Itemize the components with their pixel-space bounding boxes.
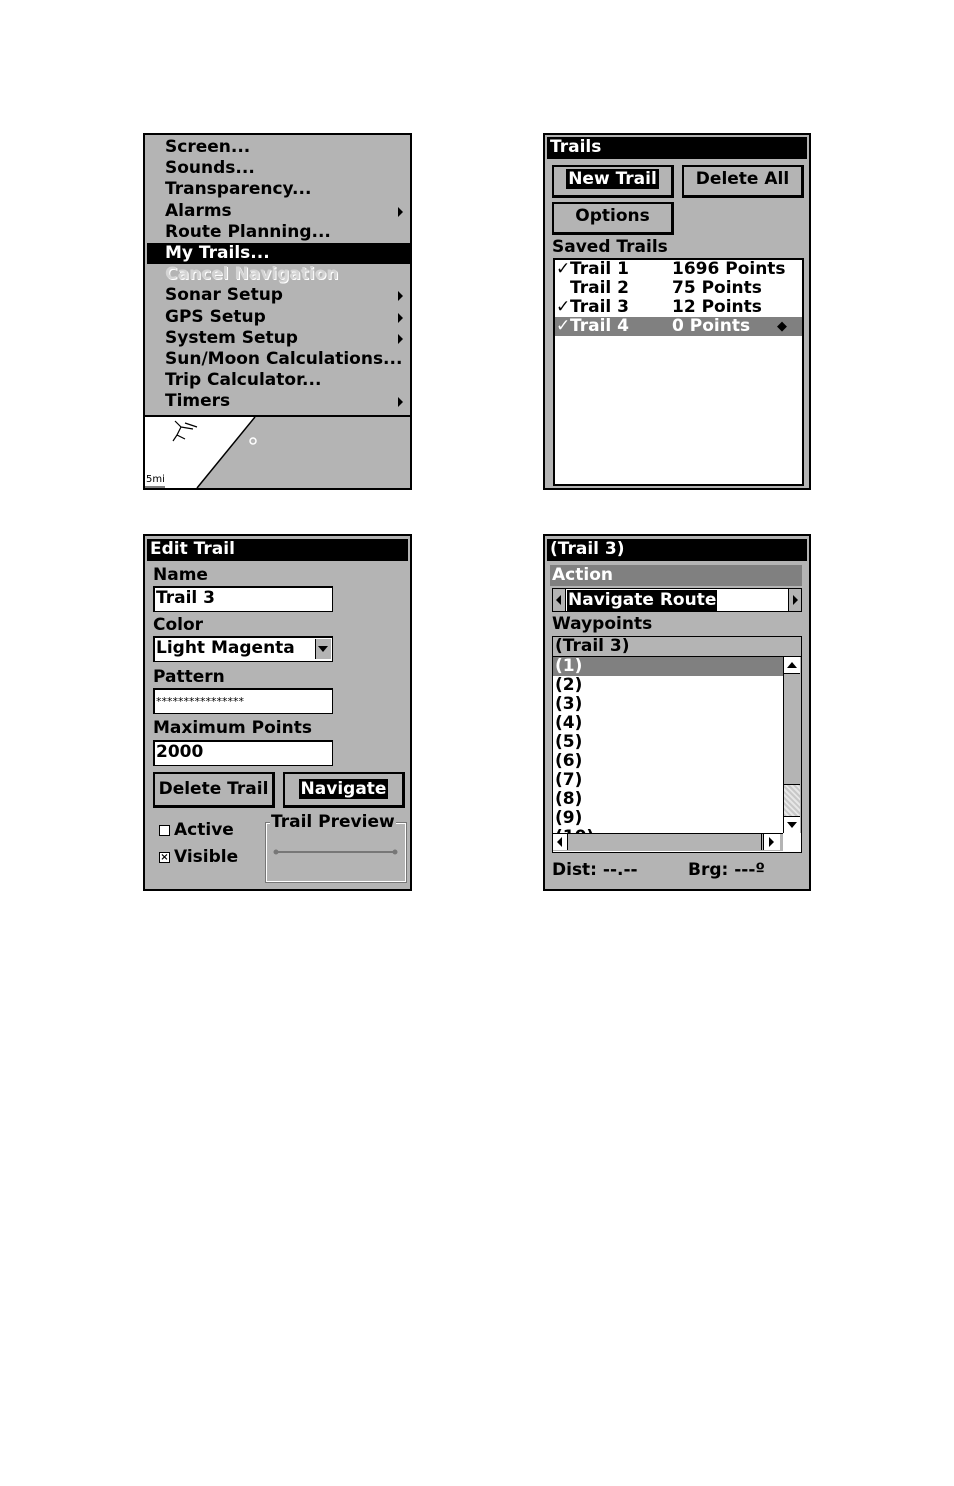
menu-item-label: Sonar Setup	[165, 285, 283, 306]
menu-item-cancel-navigation	[145, 264, 410, 285]
trail-row[interactable]	[555, 260, 802, 279]
trail-preview-label: Trail Preview	[271, 812, 395, 832]
options-button[interactable]: Options	[552, 202, 674, 235]
menu-item-label: Sun/Moon Calculations...	[165, 349, 403, 369]
menu-item-label: Trip Calculator...	[165, 370, 322, 391]
menu-item-my-trails[interactable]	[147, 243, 412, 264]
trail-rows	[555, 260, 802, 336]
map-scale-label: 5mi	[146, 474, 165, 485]
check-x-icon: ×	[160, 852, 169, 863]
waypoint-label: (3)	[555, 694, 583, 714]
distance-readout: Dist: --.--	[552, 860, 638, 880]
waypoint-row[interactable]	[553, 695, 783, 714]
scroll-down-button[interactable]	[784, 816, 800, 833]
menu-item-sounds[interactable]	[145, 158, 410, 179]
trail-points: 75 Points	[672, 278, 762, 298]
waypoint-label: (7)	[555, 770, 583, 790]
main-menu-screen	[143, 133, 412, 490]
action-label: Action	[550, 565, 802, 586]
color-select-value: Light Magenta	[156, 638, 295, 658]
saved-trails-label: Saved Trails	[552, 237, 668, 257]
color-label: Color	[153, 615, 204, 635]
menu-item-sonar-setup[interactable]	[145, 285, 410, 306]
waypoint-row[interactable]	[553, 752, 783, 771]
menu-item-sun-moon-calculations[interactable]	[145, 349, 410, 370]
menu-item-route-planning[interactable]	[145, 222, 410, 243]
color-select[interactable]	[153, 636, 333, 662]
active-checkbox[interactable]	[159, 825, 170, 836]
navigate-button[interactable]: Navigate	[283, 772, 405, 808]
visible-label: Visible	[174, 847, 239, 867]
trail-name: Trail 4	[570, 316, 629, 336]
menu-item-label: Sounds...	[165, 158, 255, 179]
waypoint-label: (1)	[555, 656, 583, 676]
menu-item-system-setup[interactable]	[145, 328, 410, 349]
menu-item-label: Route Planning...	[165, 221, 331, 242]
trail-name: Trail 2	[570, 278, 629, 298]
scroll-track[interactable]	[784, 785, 800, 816]
h-scroll-thumb[interactable]	[568, 834, 762, 850]
menu-item-label: System Setup	[165, 327, 298, 348]
waypoints-list[interactable]	[553, 657, 783, 833]
trail-row[interactable]	[555, 298, 802, 317]
trail-points: 12 Points	[672, 297, 762, 317]
menu-item-label: Timers	[165, 391, 231, 412]
action-value: Navigate Route	[568, 590, 717, 610]
menu-item-screen[interactable]	[145, 137, 410, 158]
waypoint-label: (2)	[555, 675, 583, 695]
trails-title: Trails	[547, 137, 807, 159]
active-trail-icon: ◆	[777, 319, 787, 334]
chevron-up-icon	[787, 662, 797, 668]
trail-points: 0 Points	[672, 316, 751, 336]
waypoint-label: (6)	[555, 751, 583, 771]
trail-check-icon: ✓	[556, 259, 571, 279]
chevron-left-icon	[557, 837, 562, 847]
new-trail-button[interactable]: New Trail	[552, 165, 674, 198]
waypoint-label: (9)	[555, 808, 583, 828]
pattern-value: ****************	[156, 695, 244, 708]
route-title: (Trail 3)	[547, 539, 807, 561]
waypoints-label: Waypoints	[552, 614, 653, 634]
main-menu	[145, 135, 410, 416]
waypoints-list-header: (Trail 3)	[553, 637, 801, 657]
color-dropdown-button[interactable]	[315, 639, 331, 659]
max-points-field[interactable]: 2000	[153, 740, 333, 766]
waypoint-label: (4)	[555, 713, 583, 733]
waypoint-row[interactable]	[553, 809, 783, 828]
waypoint-label: (5)	[555, 732, 583, 752]
menu-item-label: Cancel Navigation	[165, 264, 339, 285]
menu-item-label: Alarms	[165, 200, 232, 221]
chevron-left-icon	[556, 595, 561, 605]
waypoint-row[interactable]	[553, 714, 783, 733]
action-prev-button[interactable]	[553, 589, 566, 611]
chevron-right-icon	[793, 595, 798, 605]
max-points-label: Maximum Points	[153, 718, 312, 738]
name-field[interactable]: Trail 3	[153, 586, 333, 612]
edit-trail-title: Edit Trail	[147, 539, 408, 561]
trail-row[interactable]	[555, 279, 802, 298]
trail-row[interactable]	[555, 317, 802, 336]
submenu-arrow-icon	[398, 313, 403, 323]
map-view[interactable]	[145, 417, 410, 488]
chevron-down-icon	[787, 822, 797, 828]
menu-item-timers[interactable]	[145, 391, 410, 412]
waypoint-row[interactable]	[553, 790, 783, 809]
chevron-right-icon	[769, 837, 774, 847]
action-next-button[interactable]	[788, 589, 801, 611]
trail-check-icon: ✓	[556, 316, 571, 336]
scroll-right-button[interactable]	[763, 834, 780, 850]
menu-item-trip-calculator[interactable]	[145, 370, 410, 391]
visible-checkbox[interactable]	[159, 852, 170, 863]
waypoints-list-box	[552, 636, 802, 853]
menu-item-alarms[interactable]	[145, 201, 410, 222]
menu-item-gps-setup[interactable]	[145, 307, 410, 328]
submenu-arrow-icon	[398, 207, 403, 217]
waypoint-row[interactable]	[553, 733, 783, 752]
submenu-arrow-icon	[398, 334, 403, 344]
trail-name: Trail 1	[570, 259, 629, 279]
menu-item-transparency[interactable]	[145, 179, 410, 200]
trails-screen	[543, 133, 811, 490]
action-selector[interactable]	[552, 588, 802, 612]
map-shoreline-graphic	[145, 417, 410, 488]
trail-check-icon: ✓	[556, 297, 571, 317]
trail-route-screen	[543, 534, 811, 891]
submenu-arrow-icon	[398, 397, 403, 407]
menu-item-label: Screen...	[165, 137, 251, 157]
waypoint-row[interactable]	[553, 657, 783, 676]
bearing-readout: Brg: ---º	[688, 860, 765, 880]
waypoint-row[interactable]	[553, 676, 783, 695]
trail-points: 1696 Points	[672, 259, 786, 279]
scroll-thumb[interactable]	[784, 674, 800, 785]
vertical-scrollbar[interactable]	[783, 657, 801, 833]
chevron-down-icon	[318, 646, 328, 652]
edit-trail-screen	[143, 534, 412, 891]
saved-trails-list[interactable]	[553, 258, 804, 486]
menu-item-label: GPS Setup	[165, 306, 266, 327]
scroll-left-button[interactable]	[553, 834, 568, 850]
scroll-up-button[interactable]	[784, 657, 800, 674]
submenu-arrow-icon	[398, 291, 403, 301]
menu-item-label: Transparency...	[165, 179, 312, 200]
waypoint-label: (8)	[555, 789, 583, 809]
horizontal-scrollbar[interactable]	[553, 833, 783, 851]
menu-item-label: My Trails...	[165, 243, 270, 263]
active-label: Active	[174, 820, 234, 840]
pattern-label: Pattern	[153, 667, 225, 687]
delete-all-button[interactable]: Delete All	[682, 165, 804, 198]
trail-name: Trail 3	[570, 297, 629, 317]
waypoint-row[interactable]	[553, 771, 783, 790]
name-label: Name	[153, 565, 208, 585]
delete-trail-button[interactable]: Delete Trail	[153, 772, 275, 808]
pattern-field[interactable]	[153, 688, 333, 714]
